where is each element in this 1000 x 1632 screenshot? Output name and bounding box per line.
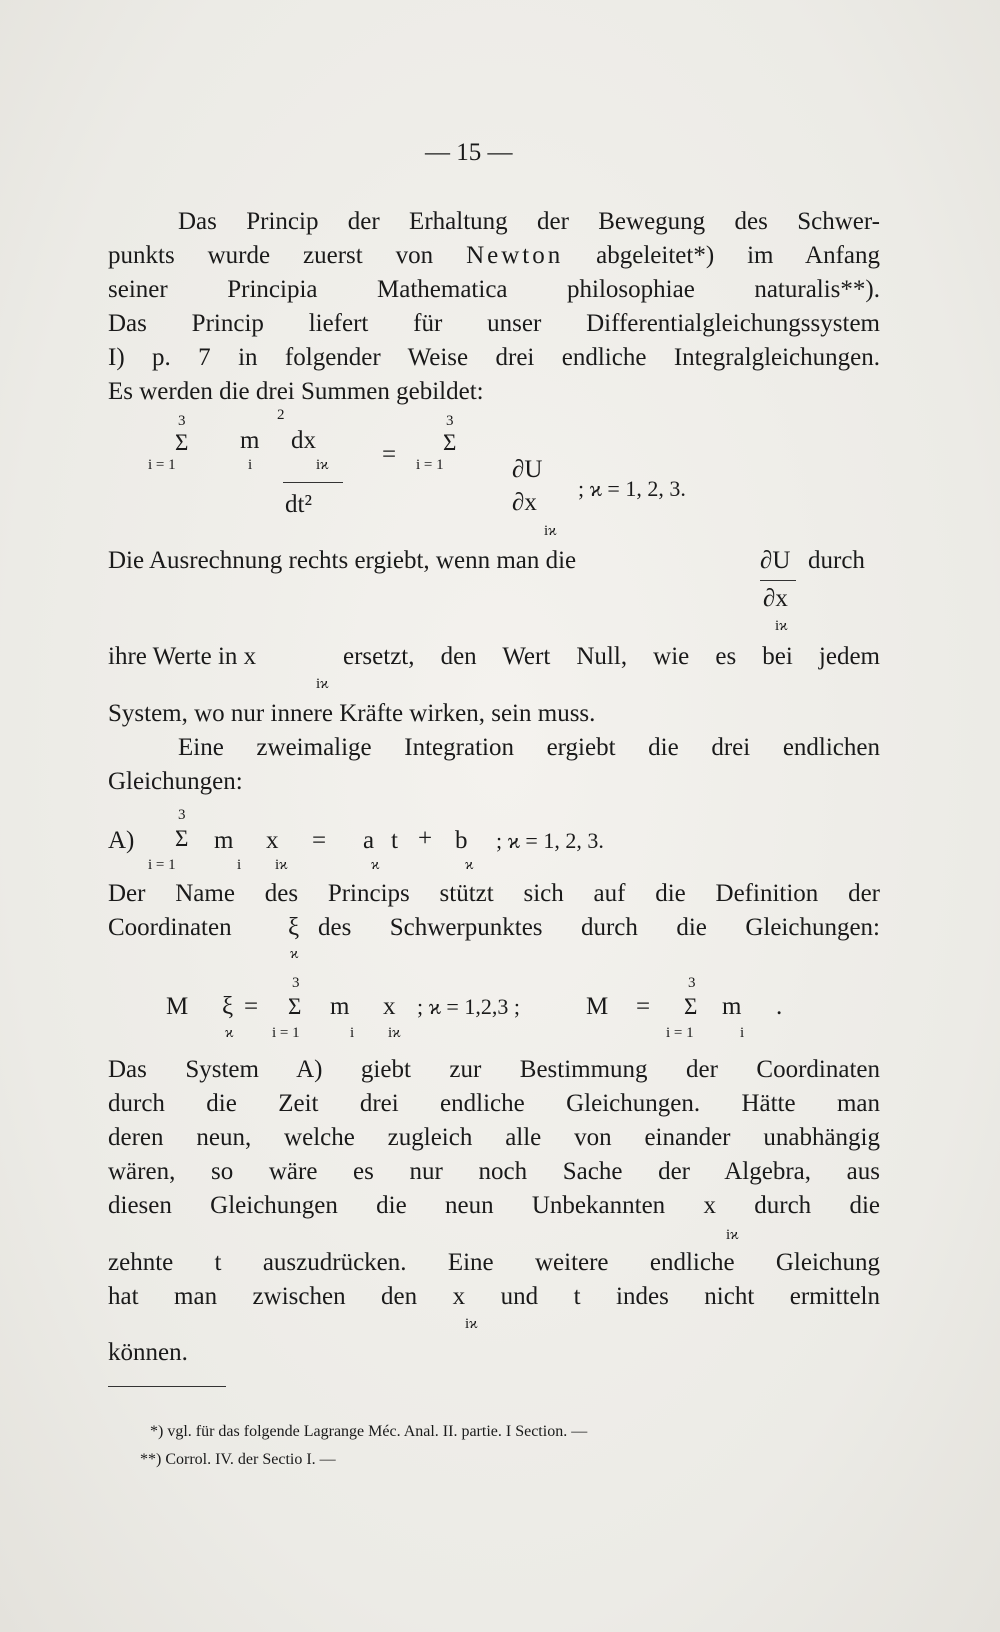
para1-line4: Das Princip liefert für unser Differentialgleichungssystem [108, 310, 880, 337]
para4-line2: durch die Zeit drei endliche Gleichungen. Hätte man [108, 1090, 880, 1117]
para1-line1: Das Princip der Erhaltung der Bewegung des Schwer- [178, 208, 880, 235]
sum-lower-limit: i = 1 [148, 857, 176, 873]
a-subscript: ϰ [371, 857, 380, 873]
xi-subscript: ϰ [225, 1025, 234, 1041]
sum-lower-limit: i = 1 [148, 457, 176, 473]
dx-superscript: 2 [277, 407, 285, 423]
mass-subscript: i [237, 857, 242, 873]
para2-line3: System, wo nur innere Kräfte wirken, sein muss. [108, 700, 596, 727]
sum-upper-limit: 3 [178, 807, 186, 823]
partial-x: ∂x [512, 489, 537, 516]
x-symbol: x [383, 993, 396, 1020]
para4-line5: diesen Gleichungen die neun Unbekannten x durch die [108, 1192, 880, 1219]
sum-upper-limit: 3 [292, 975, 300, 991]
total-mass: M [586, 993, 609, 1020]
index-condition: ; ϰ = 1, 2, 3. [578, 476, 686, 501]
x-subscript: iϰ [316, 676, 329, 692]
partial-u: ∂U [512, 456, 543, 483]
constant-a: a [363, 827, 375, 854]
sum-upper-limit: 3 [178, 413, 186, 429]
para3-line2-start: Coordinaten [108, 914, 232, 941]
b-subscript: ϰ [465, 857, 474, 873]
para1-line2 [108, 241, 880, 271]
dx-subscript: iϰ [316, 457, 329, 473]
index-condition: ; ϰ = 1, 2, 3. [496, 828, 604, 853]
mass-symbol: m [240, 427, 260, 454]
para3-line2-end: des Schwerpunktes durch die Gleichungen: [318, 914, 880, 941]
mass-symbol: m [722, 993, 742, 1020]
sum-upper-limit: 3 [688, 975, 696, 991]
constant-b: b [455, 827, 468, 854]
equals-sign: = [312, 827, 327, 854]
para4-line3: deren neun, welche zugleich alle von einander unabhängig [108, 1124, 880, 1151]
plus-sign: + [418, 825, 433, 852]
sum-sign: Σ [175, 826, 189, 851]
para2-line2-end: ersetzt, den Wert Null, wie es bei jedem [343, 643, 880, 670]
fraction-bar [283, 482, 343, 483]
x-subscript: iϰ [388, 1025, 401, 1041]
period: . [776, 993, 783, 1020]
x-subscript: iϰ [726, 1227, 739, 1243]
para2-line5: Gleichungen: [108, 768, 243, 795]
partial-x-inline-subscript: iϰ [775, 618, 788, 634]
x-subscript: iϰ [275, 857, 288, 873]
para1-line2-start: punkts wurde zuerst von [108, 242, 434, 269]
xi-subscript: ϰ [290, 946, 299, 962]
mass-subscript: i [350, 1025, 355, 1041]
dt-squared: dt² [285, 491, 312, 518]
mass-symbol: m [214, 827, 234, 854]
partial-x-subscript: iϰ [544, 523, 557, 539]
para1-line2-end: abgeleitet*) im Anfang [596, 242, 881, 269]
footnote-separator [108, 1386, 226, 1387]
index-condition: ; ϰ = 1,2,3 ; [417, 994, 520, 1019]
x-symbol: x [266, 827, 279, 854]
sum-lower-limit: i = 1 [666, 1025, 694, 1041]
mass-subscript: i [248, 457, 253, 473]
mass-subscript: i [740, 1025, 745, 1041]
para4-line1: Das System A) giebt zur Bestimmung der Coordinaten [108, 1056, 880, 1083]
inline-fraction-bar [760, 580, 796, 581]
footnote-1: *) vgl. für das folgende Lagrange Méc. Anal. II. partie. I Section. — [150, 1423, 588, 1440]
para2-line1 [108, 546, 576, 576]
para4-line4: wären, so wäre es nur noch Sache der Algebra, aus [108, 1158, 880, 1185]
xi-symbol: ξ [288, 914, 300, 941]
dx-symbol: dx [291, 427, 316, 454]
para1-line6: Es werden die drei Summen gebildet: [108, 378, 484, 405]
para2-line4: Eine zweimalige Integration ergiebt die drei endlichen [178, 734, 880, 761]
page-number: — 15 — [425, 139, 513, 166]
time-symbol: t [391, 827, 398, 854]
mass-symbol: m [330, 993, 350, 1020]
sum-lower-limit: i = 1 [416, 457, 444, 473]
equals-sign: = [382, 441, 397, 468]
sum-sign: Σ [175, 430, 189, 455]
equals-sign: = [636, 993, 651, 1020]
xi-symbol: ξ [222, 993, 234, 1020]
total-mass: M [166, 993, 189, 1020]
sum-lower-limit: i = 1 [272, 1025, 300, 1041]
sum-sign: Σ [443, 430, 457, 455]
para1-line3: seiner Principia Mathematica philosophiae naturalis**). [108, 276, 880, 303]
footnote-2: **) Corrol. IV. der Sectio I. — [140, 1451, 336, 1468]
author-newton: Newton [466, 242, 564, 269]
para4-line8: können. [108, 1339, 188, 1366]
equation-label: A) [108, 827, 135, 854]
para4-line7: hat man zwischen den x und t indes nicht ermitteln [108, 1283, 880, 1310]
para2-line2-start: ihre Werte in x [108, 643, 257, 670]
para2-line1-end: durch [808, 547, 865, 574]
equals-sign: = [244, 993, 259, 1020]
para1-line5: I) p. 7 in folgender Weise drei endliche Integralgleichungen. [108, 344, 880, 371]
partial-x-inline: ∂x [763, 585, 788, 612]
para4-line6: zehnte t auszudrücken. Eine weitere endliche Gleichung [108, 1249, 880, 1276]
x-subscript: iϰ [465, 1316, 478, 1332]
sum-upper-limit: 3 [446, 413, 454, 429]
sum-sign: Σ [684, 994, 698, 1019]
sum-sign: Σ [288, 994, 302, 1019]
para3-line1: Der Name des Princips stützt sich auf die Definition der [108, 880, 880, 907]
para2-line1-text: Die Ausrechnung rechts ergiebt, wenn man die [108, 547, 577, 574]
partial-u-inline: ∂U [760, 547, 791, 574]
